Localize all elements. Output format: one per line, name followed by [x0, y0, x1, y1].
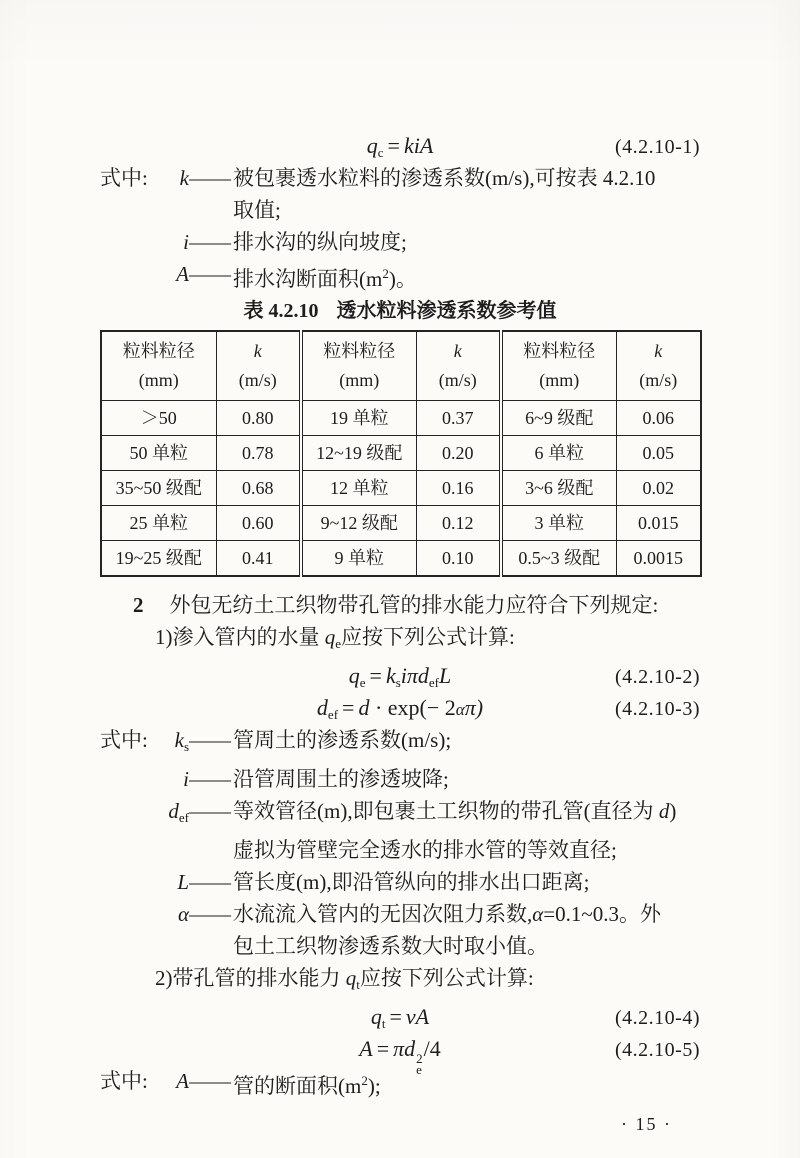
definition-term	[163, 866, 189, 898]
definition-lead: 式中:	[100, 1069, 148, 1093]
subscript-t: t	[381, 1016, 386, 1031]
table-row	[101, 401, 701, 436]
equals-sign: =	[369, 663, 382, 688]
var-i: i	[183, 230, 189, 254]
table-cell: ＞50	[101, 401, 216, 436]
table-cell: 3~6 级配	[501, 471, 616, 506]
table-row	[101, 541, 701, 577]
sub-item-2	[100, 962, 700, 1001]
var-pi-d: πd	[393, 1036, 416, 1061]
table-cell: 9~12 级配	[301, 506, 416, 541]
table-cell: 19 单粒	[301, 401, 416, 436]
definition-dash: ——	[189, 1069, 231, 1093]
header-text: k	[453, 341, 462, 361]
definition-line	[233, 1065, 381, 1102]
var-vA: vA	[405, 1004, 430, 1029]
formula-number: (4.2.10-5)	[615, 1039, 700, 1061]
definition-k-cont	[100, 194, 700, 226]
definition-term	[163, 1065, 189, 1097]
subscript-e: e	[335, 636, 342, 651]
var-q: q	[348, 663, 360, 688]
formula-4-2-10-3	[100, 692, 700, 724]
formula-number: (4.2.10-3)	[615, 698, 700, 720]
table-cell: 25 单粒	[101, 506, 216, 541]
var-k: k	[385, 663, 396, 688]
var-alpha: α	[455, 700, 465, 719]
definition-term	[163, 763, 189, 795]
definition-line: 取值;	[233, 198, 281, 222]
definition-term	[163, 898, 189, 930]
item-text: 1)渗入管内的水量	[155, 625, 325, 649]
item-text: 2)带孔管的排水能力	[155, 966, 346, 990]
col-header-particle-size	[501, 331, 616, 401]
var-i: i	[183, 767, 189, 791]
equals-sign: =	[342, 695, 355, 720]
text: 管的断面积(m	[233, 1074, 362, 1098]
var-L: L	[439, 663, 452, 688]
superscript-2: 2	[382, 266, 389, 281]
table-cell: 0.0015	[616, 541, 701, 577]
page-content	[100, 130, 700, 1140]
table-cell: 0.12	[416, 506, 501, 541]
formula-number: (4.2.10-2)	[615, 666, 700, 688]
formula-4-2-10-1	[100, 130, 700, 162]
header-unit: (mm)	[138, 370, 179, 390]
definition-def-cont	[100, 834, 700, 866]
multiplication-dot: ·	[369, 695, 388, 720]
table-cell: 0.60	[216, 506, 301, 541]
definition-dash: ——	[189, 799, 231, 823]
superscript-2: 2	[416, 1051, 423, 1066]
definition-term	[163, 795, 189, 834]
formula-number: (4.2.10-1)	[615, 136, 700, 158]
formula-4-2-10-2	[100, 660, 700, 692]
col-header-k	[216, 331, 301, 401]
sub-item-1	[100, 621, 700, 660]
definition-A	[100, 258, 700, 295]
table-cell: 12~19 级配	[301, 436, 416, 471]
table-number: 表 4.2.10	[243, 300, 319, 322]
header-text: k	[253, 341, 262, 361]
var-q: q	[324, 625, 336, 649]
col-header-particle-size	[301, 331, 416, 401]
var-q: q	[366, 133, 378, 158]
definition-line: 虚拟为管壁完全透水的排水管的等效直径;	[233, 838, 617, 862]
table-cell: 0.68	[216, 471, 301, 506]
subscript-c: c	[377, 145, 384, 160]
formula-body	[317, 695, 483, 720]
col-header-particle-size	[101, 331, 216, 401]
var-A: A	[176, 262, 189, 286]
formula-number: (4.2.10-4)	[615, 1007, 700, 1029]
definition-line: 包土工织物渗透系数大时取小值。	[233, 934, 548, 958]
var-k: k	[174, 728, 184, 752]
table-cell: 0.80	[216, 401, 301, 436]
text: 水流流入管内的无因次阻力系数,	[233, 902, 533, 926]
definition-line	[233, 795, 676, 827]
text: )	[669, 799, 677, 823]
var-alpha: α	[532, 902, 544, 926]
table-cell: 3 单粒	[501, 506, 616, 541]
definition-term	[163, 258, 189, 290]
definition-lead: 式中:	[100, 166, 148, 190]
sup-sub-stack	[416, 1053, 423, 1075]
clause-text: 外包无纺土工织物带孔管的排水能力应符合下列规定:	[169, 593, 659, 617]
header-text: 粒料粒径	[323, 341, 396, 361]
text: )。	[388, 267, 417, 291]
divide-by-4: /4	[423, 1036, 441, 1061]
definition-term	[163, 226, 189, 258]
definition-i	[100, 226, 700, 258]
var-L: L	[177, 870, 189, 894]
definition-line: 被包裹透水粒料的渗透系数(m/s),可按表 4.2.10	[233, 166, 656, 190]
var-d: d	[316, 695, 328, 720]
formula-body	[371, 1004, 429, 1029]
definition-dash: ——	[189, 767, 231, 791]
header-unit: (mm)	[339, 370, 380, 390]
table-cell: 9 单粒	[301, 541, 416, 577]
header-unit: (m/s)	[639, 370, 678, 390]
table-cell: 0.41	[216, 541, 301, 577]
definition-line: 排水沟的纵向坡度;	[233, 230, 407, 254]
item-text: 应按下列公式计算:	[341, 625, 515, 649]
col-header-k	[616, 331, 701, 401]
definition-line: 沿管周围土的渗透坡降;	[233, 767, 449, 791]
table-cell: 0.10	[416, 541, 501, 577]
table-cell: 6~9 级配	[501, 401, 616, 436]
definition-term	[163, 162, 189, 194]
definition-dash: ——	[189, 870, 231, 894]
header-unit: (mm)	[539, 370, 580, 390]
definition-A2	[100, 1062, 700, 1102]
var-A: A	[176, 1069, 189, 1093]
formula-4-2-10-5	[100, 1033, 700, 1077]
definition-line	[233, 898, 661, 930]
var-pi: π)	[464, 695, 484, 720]
definition-i2	[100, 763, 700, 795]
definition-line	[233, 258, 417, 295]
superscript-2: 2	[361, 1073, 368, 1088]
subscript-e: e	[416, 1062, 422, 1077]
table-row	[101, 436, 701, 471]
text: 等效管径(m),即包裹土工织物的带孔管(直径为	[233, 799, 659, 823]
definition-lead: 式中:	[100, 728, 148, 752]
table-cell: 12 单粒	[301, 471, 416, 506]
subscript-e: e	[359, 675, 366, 690]
definition-alpha	[100, 898, 700, 930]
formula-4-2-10-4	[100, 1001, 700, 1033]
equals-sign: =	[389, 1004, 402, 1029]
definition-dash: ——	[189, 728, 231, 752]
formula-body	[359, 1036, 441, 1077]
table-header-row	[101, 331, 701, 401]
table-cell: 19~25 级配	[101, 541, 216, 577]
equals-sign: =	[376, 1036, 390, 1061]
clause-2	[100, 589, 700, 621]
table-row	[101, 506, 701, 541]
subscript-s: s	[183, 739, 189, 754]
exp-function: exp(− 2	[387, 695, 456, 720]
table-cell: 0.06	[616, 401, 701, 436]
header-unit: (m/s)	[238, 370, 277, 390]
definition-text	[233, 162, 655, 194]
subscript-s: s	[395, 675, 401, 690]
table-cell: 6 单粒	[501, 436, 616, 471]
table-caption: 透水粒料渗透系数参考值	[336, 300, 557, 322]
var-d: d	[358, 695, 370, 720]
definition-line: 管长度(m),即沿管纵向的排水出口距离;	[233, 870, 590, 894]
table-cell: 0.16	[416, 471, 501, 506]
var-alpha: α	[177, 902, 189, 926]
definition-dash: ——	[189, 262, 231, 286]
item-text: 应按下列公式计算:	[359, 966, 534, 990]
header-text: 粒料粒径	[523, 341, 596, 361]
col-header-k	[416, 331, 501, 401]
subscript-ef: ef	[178, 810, 189, 825]
table-cell: 35~50 级配	[101, 471, 216, 506]
definition-ks	[100, 724, 700, 763]
table-cell: 0.02	[616, 471, 701, 506]
table-cell: 0.78	[216, 436, 301, 471]
definition-term	[163, 724, 189, 763]
var-q: q	[370, 1004, 382, 1029]
table-cell: 0.20	[416, 436, 501, 471]
permeability-coefficient-table	[100, 330, 702, 577]
definition-dash: ——	[189, 230, 231, 254]
table-cell: 0.5~3 级配	[501, 541, 616, 577]
var-q: q	[345, 966, 357, 990]
var-k: k	[179, 166, 189, 190]
subscript-t: t	[356, 977, 360, 992]
definition-k	[100, 162, 700, 194]
subscript-ef: ef	[327, 707, 339, 722]
var-kiA: kiA	[403, 133, 434, 158]
table-row	[101, 471, 701, 506]
definition-L	[100, 866, 700, 898]
header-unit: (m/s)	[438, 370, 477, 390]
formula-body	[367, 133, 434, 158]
definition-alpha-cont	[100, 930, 700, 962]
header-text: k	[654, 341, 663, 361]
definition-line: 管周土的渗透系数(m/s);	[233, 728, 452, 752]
table-cell: 50 单粒	[101, 436, 216, 471]
definition-dash: ——	[189, 166, 231, 190]
table-cell: 0.05	[616, 436, 701, 471]
table-cell: 0.015	[616, 506, 701, 541]
var-A: A	[359, 1036, 373, 1061]
definition-dash: ——	[189, 902, 231, 926]
text: 排水沟断面积(m	[233, 267, 383, 291]
page-number: · 15 ·	[621, 1114, 672, 1134]
var-d: d	[658, 799, 670, 823]
equals-sign: =	[387, 133, 400, 158]
header-text: 粒料粒径	[122, 341, 195, 361]
table-title	[100, 295, 700, 327]
clause-number: 2	[133, 593, 144, 617]
text: =0.1~0.3。外	[543, 902, 661, 926]
text: );	[367, 1074, 381, 1098]
table-cell: 0.37	[416, 401, 501, 436]
formula-body	[349, 663, 452, 688]
var-d: d	[168, 799, 179, 823]
var-i-pi-d: iπd	[400, 663, 429, 688]
definition-def	[100, 795, 700, 834]
subscript-ef: ef	[428, 675, 440, 690]
